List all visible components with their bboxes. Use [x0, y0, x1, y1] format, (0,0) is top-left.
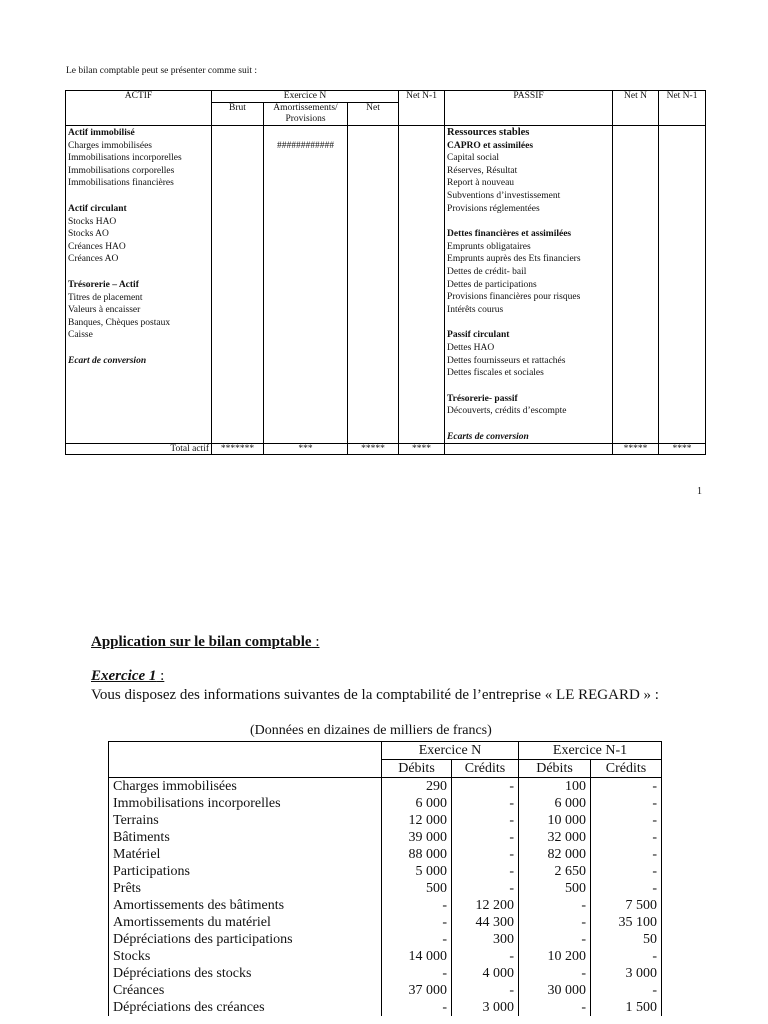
table-row [109, 812, 662, 829]
row-n-debit: 12 000 [382, 812, 452, 829]
row-n-credit: - [452, 795, 519, 812]
table-row [109, 846, 662, 863]
row-n1-credit: - [591, 795, 662, 812]
row-n1-credit: - [591, 880, 662, 897]
passif-item: Dettes fournisseurs et rattachés [447, 355, 566, 366]
row-n-debit: 500 [382, 880, 452, 897]
actif-section-title: Actif circulant [68, 203, 127, 214]
total-amort: *** [264, 444, 348, 455]
exercise-title-text: Exercice 1 [91, 668, 157, 684]
passif-section-title: Passif circulant [447, 330, 510, 341]
passif-section-title: Trésorerie- passif [447, 393, 518, 404]
application-title-colon: : [311, 634, 320, 650]
net-cell [348, 126, 399, 444]
total-label: Total actif [66, 444, 212, 455]
actif-item: Créances AO [68, 254, 119, 265]
row-label: Matériel [109, 846, 382, 863]
actif-item: Banques, Chèques postaux [68, 317, 171, 328]
header-passif-net-n: Net N [613, 91, 659, 126]
actif-item: Stocks HAO [68, 216, 117, 227]
data-header-n-credits: Crédits [452, 760, 519, 778]
passif-section-title: Dettes financières et assimilées [447, 229, 572, 240]
row-n-credit: - [452, 812, 519, 829]
actif-section-title: Actif immobilisé [68, 128, 135, 138]
bilan-body-row [66, 126, 706, 444]
row-n1-credit: 1 500 [591, 999, 662, 1016]
header-net-n1: Net N-1 [399, 91, 445, 126]
data-header-blank [109, 742, 382, 778]
application-title-text: Application sur le bilan comptable [91, 634, 312, 650]
row-n-credit: 300 [452, 931, 519, 948]
actif-item: Immobilisations financières [68, 178, 174, 189]
row-n-credit: 3 000 [452, 999, 519, 1016]
table-row [109, 863, 662, 880]
row-n1-debit: 30 000 [519, 982, 591, 999]
exercise-title [91, 668, 164, 685]
table-row [109, 999, 662, 1016]
row-n-credit: - [452, 778, 519, 796]
row-label: Participations [109, 863, 382, 880]
data-table-body [109, 778, 662, 1017]
row-n1-credit: - [591, 829, 662, 846]
row-n1-debit: - [519, 965, 591, 982]
actif-item: Valeurs à encaisser [68, 305, 141, 316]
row-n-credit: - [452, 829, 519, 846]
bilan-header-row-1 [66, 91, 706, 103]
row-n-credit: 44 300 [452, 914, 519, 931]
data-header-row-1 [109, 742, 662, 760]
actif-item: Caisse [68, 330, 93, 341]
table-row [109, 931, 662, 948]
actif-item: Créances HAO [68, 241, 126, 252]
amort-mark: ############ [277, 141, 334, 151]
row-n-debit: 14 000 [382, 948, 452, 965]
row-n1-credit: - [591, 846, 662, 863]
data-header-n-debits: Débits [382, 760, 452, 778]
passif-item: Provisions financières pour risques [447, 292, 581, 303]
total-passif-net-n1: **** [659, 444, 706, 455]
row-n-credit: - [452, 948, 519, 965]
row-n1-debit: - [519, 931, 591, 948]
section-gap [68, 266, 209, 279]
total-net-n1: **** [399, 444, 445, 455]
passif-net-n-cell [613, 126, 659, 444]
actif-cell [66, 126, 212, 444]
row-label: Créances [109, 982, 382, 999]
header-passif: PASSIF [445, 91, 613, 126]
passif-item: Intérêts courus [447, 304, 504, 315]
header-passif-net-n1: Net N-1 [659, 91, 706, 126]
bilan-total-row [66, 444, 706, 455]
section-gap [447, 418, 610, 431]
row-n1-credit: - [591, 948, 662, 965]
row-n-debit: 39 000 [382, 829, 452, 846]
passif-heading: Ressources stables [447, 127, 530, 138]
row-label: Stocks [109, 948, 382, 965]
row-n-debit: - [382, 897, 452, 914]
row-label: Dépréciations des participations [109, 931, 382, 948]
actif-item: Immobilisations corporelles [68, 165, 175, 176]
bilan-table [65, 90, 706, 455]
actif-item: Charges immobilisées [68, 140, 152, 151]
row-n-debit: - [382, 914, 452, 931]
header-brut: Brut [212, 103, 264, 126]
actif-item: Immobilisations incorporelles [68, 153, 182, 164]
passif-item: Emprunts obligataires [447, 241, 531, 252]
amort-cell [264, 126, 348, 444]
row-label: Prêts [109, 880, 382, 897]
actif-section-title: Ecart de conversion [68, 355, 147, 366]
total-passif-net-n: ***** [613, 444, 659, 455]
header-amort: Amortissements/ Provisions [264, 103, 348, 126]
total-net: ***** [348, 444, 399, 455]
passif-item: Provisions réglementées [447, 203, 540, 214]
actif-item: Stocks AO [68, 229, 109, 240]
units-caption: (Données en dizaines de milliers de francs) [250, 723, 492, 738]
section-gap [68, 342, 209, 355]
row-n-debit: 6 000 [382, 795, 452, 812]
data-header-n1-credits: Crédits [591, 760, 662, 778]
table-row [109, 948, 662, 965]
row-n-credit: - [452, 880, 519, 897]
row-n1-credit: 50 [591, 931, 662, 948]
table-row [109, 829, 662, 846]
row-n-credit: - [452, 982, 519, 999]
row-n1-debit: 100 [519, 778, 591, 796]
passif-item: Réserves, Résultat [447, 165, 518, 176]
row-n-debit: 37 000 [382, 982, 452, 999]
row-n1-debit: - [519, 999, 591, 1016]
passif-item: Capital social [447, 153, 500, 164]
table-row [109, 982, 662, 999]
row-label: Dépréciations des stocks [109, 965, 382, 982]
row-label: Charges immobilisées [109, 778, 382, 796]
row-n1-credit: - [591, 778, 662, 796]
table-row [109, 897, 662, 914]
passif-item: Emprunts auprès des Ets financiers [447, 254, 581, 265]
row-n1-debit: - [519, 897, 591, 914]
passif-item: Subventions d’investissement [447, 190, 561, 201]
total-passif-empty [445, 444, 613, 455]
passif-item: Dettes fiscales et sociales [447, 368, 544, 379]
row-n1-debit: 32 000 [519, 829, 591, 846]
passif-item: Dettes de participations [447, 279, 537, 290]
data-header-n1-debits: Débits [519, 760, 591, 778]
data-header-ex-n1: Exercice N-1 [519, 742, 662, 760]
actif-item: Titres de placement [68, 292, 143, 303]
table-row [109, 914, 662, 931]
passif-section-title: CAPRO et assimilées [447, 140, 534, 151]
data-header-ex-n: Exercice N [382, 742, 519, 760]
header-net: Net [348, 103, 399, 126]
table-row [109, 778, 662, 796]
row-label: Amortissements des bâtiments [109, 897, 382, 914]
passif-item: Report à nouveau [447, 178, 515, 189]
row-n1-credit: 7 500 [591, 897, 662, 914]
row-n1-credit: 35 100 [591, 914, 662, 931]
actif-section-title: Trésorerie – Actif [68, 279, 139, 290]
section-gap [447, 380, 610, 393]
row-n-credit: - [452, 846, 519, 863]
row-label: Dépréciations des créances [109, 999, 382, 1016]
passif-item: Découverts, crédits d’escompte [447, 406, 567, 417]
row-label: Amortissements du matériel [109, 914, 382, 931]
section-gap [68, 190, 209, 203]
row-n-credit: 4 000 [452, 965, 519, 982]
row-n1-debit: 500 [519, 880, 591, 897]
passif-section-title: Ecarts de conversion [447, 431, 529, 442]
total-brut: ******* [212, 444, 264, 455]
row-n-credit: - [452, 863, 519, 880]
exercise-data-table [108, 741, 662, 1016]
row-n-debit: 88 000 [382, 846, 452, 863]
exercise-description: Vous disposez des informations suivantes de la comptabilité de l’entreprise « LE REGARD » : [91, 687, 659, 703]
row-n-debit: - [382, 999, 452, 1016]
row-n-debit: - [382, 965, 452, 982]
intro-text: Le bilan comptable peut se présenter comme suit : [66, 66, 257, 76]
row-n1-credit: - [591, 863, 662, 880]
row-n-credit: 12 200 [452, 897, 519, 914]
row-n1-debit: 82 000 [519, 846, 591, 863]
row-label: Terrains [109, 812, 382, 829]
passif-net-n1-cell [659, 126, 706, 444]
application-title [91, 634, 320, 651]
row-n1-debit: 10 200 [519, 948, 591, 965]
net-n1-cell [399, 126, 445, 444]
row-n1-debit: 2 650 [519, 863, 591, 880]
passif-item: Dettes de crédit- bail [447, 266, 527, 277]
row-label: Immobilisations incorporelles [109, 795, 382, 812]
row-n1-debit: 10 000 [519, 812, 591, 829]
row-n1-debit: - [519, 914, 591, 931]
page-number: 1 [697, 486, 702, 497]
brut-cell [212, 126, 264, 444]
exercise-title-colon: : [156, 668, 165, 684]
row-n1-credit: 3 000 [591, 965, 662, 982]
passif-item: Dettes HAO [447, 342, 495, 353]
header-actif: ACTIF [66, 91, 212, 126]
row-n1-credit: - [591, 982, 662, 999]
row-n1-credit: - [591, 812, 662, 829]
row-label: Bâtiments [109, 829, 382, 846]
header-exercice-n: Exercice N [212, 91, 399, 103]
table-row [109, 880, 662, 897]
row-n1-debit: 6 000 [519, 795, 591, 812]
table-row [109, 965, 662, 982]
row-n-debit: 290 [382, 778, 452, 796]
table-row [109, 795, 662, 812]
row-n-debit: - [382, 931, 452, 948]
section-gap [447, 316, 610, 329]
row-n-debit: 5 000 [382, 863, 452, 880]
passif-cell [445, 126, 613, 444]
section-gap [447, 215, 610, 228]
